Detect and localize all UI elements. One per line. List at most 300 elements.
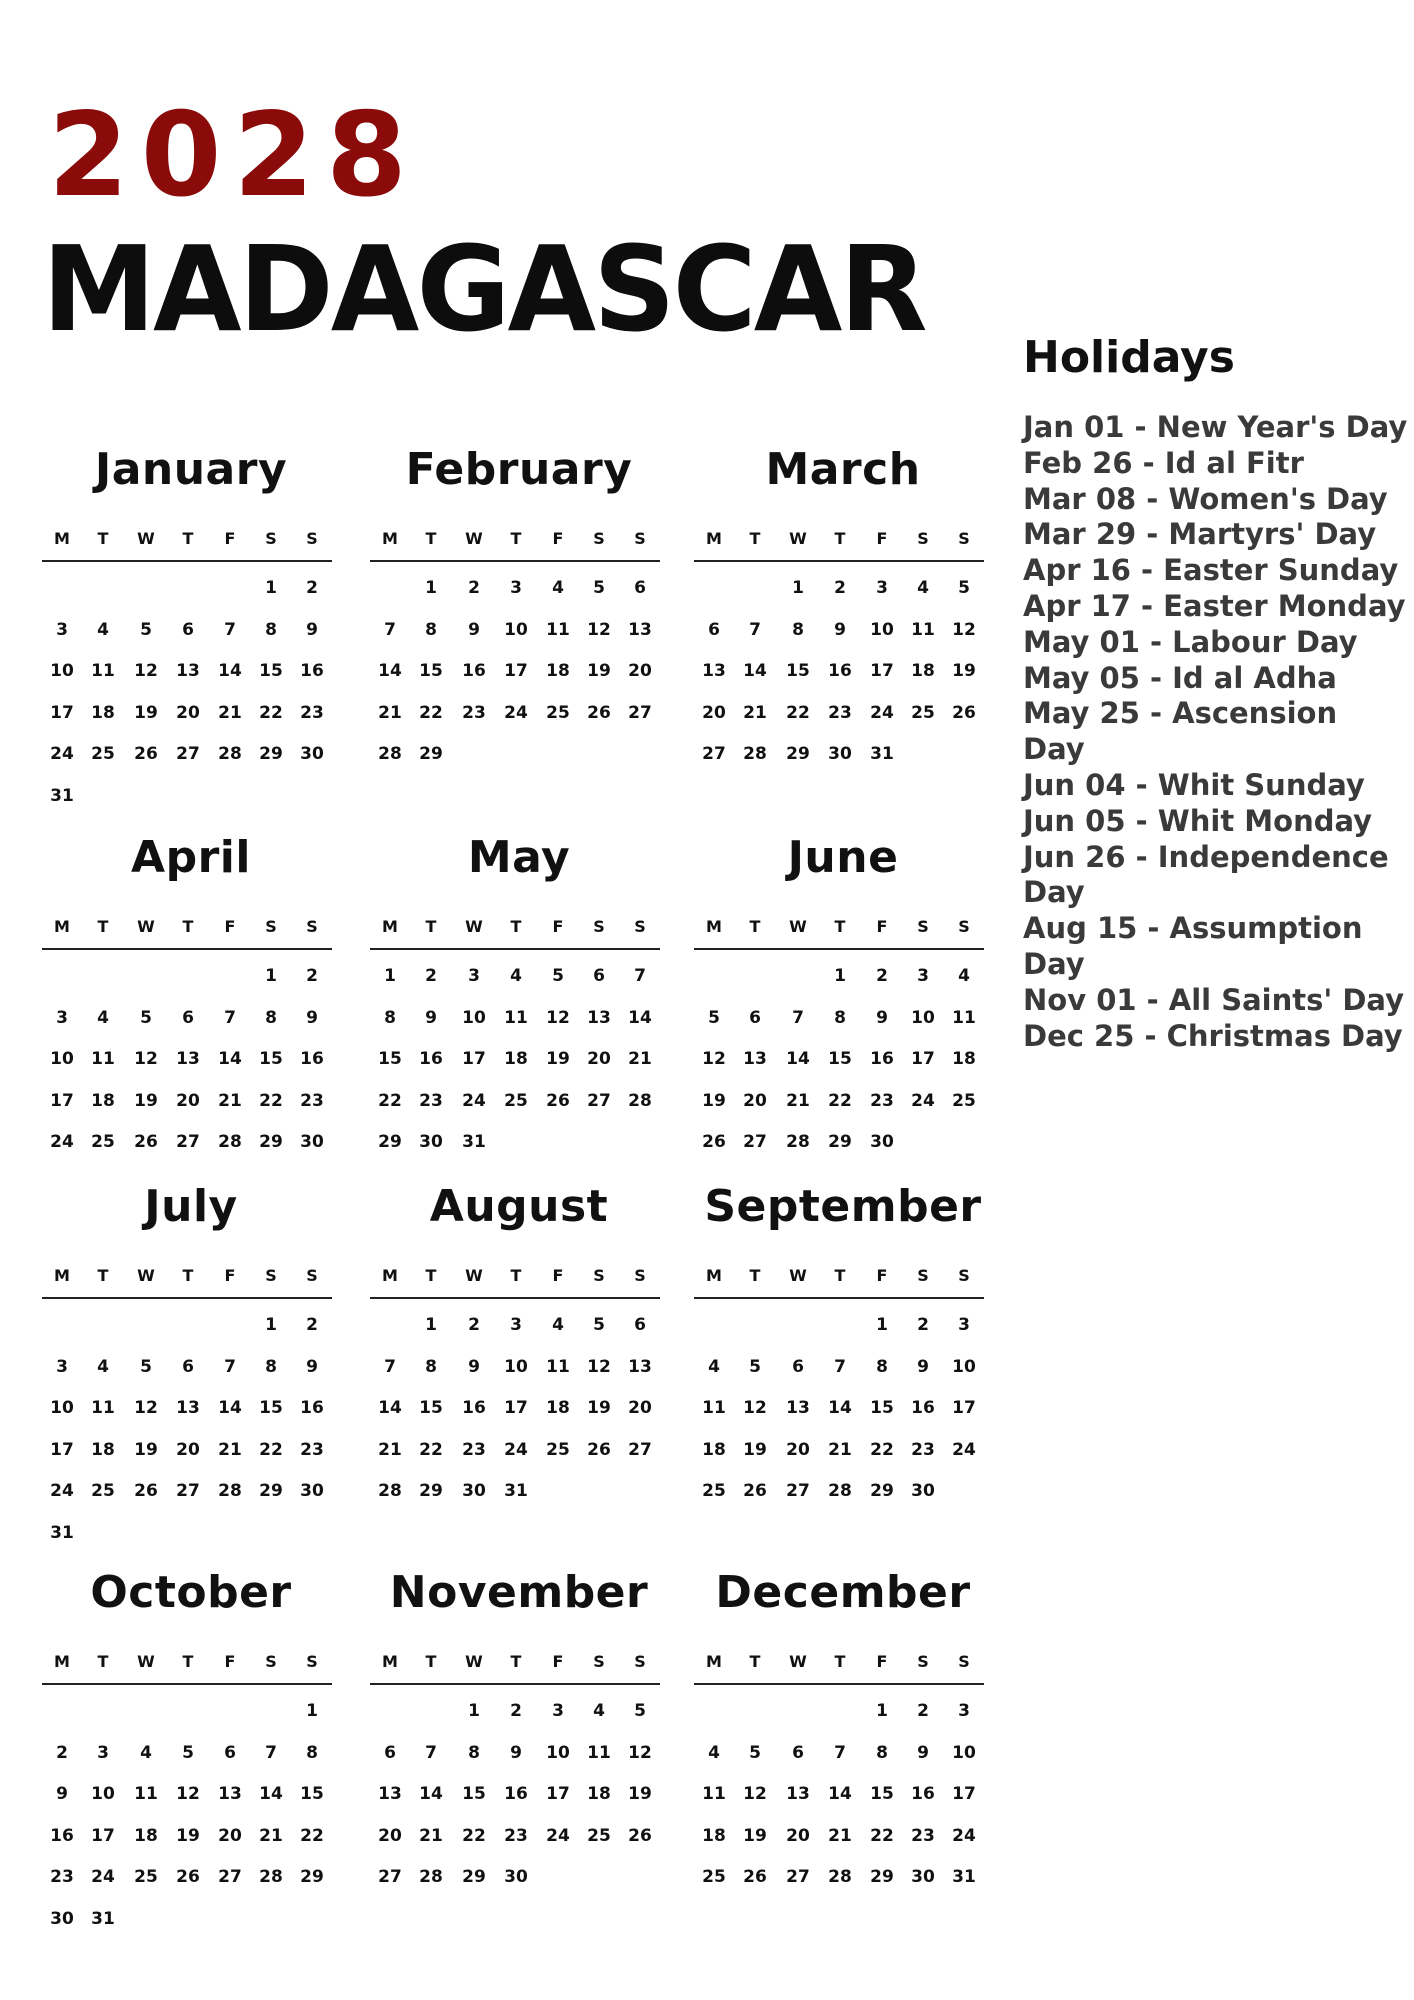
month-name: September	[704, 1181, 982, 1232]
day-cell: 1	[265, 966, 277, 986]
day-cell: 11	[504, 1007, 528, 1028]
day-cell: 4	[140, 1742, 152, 1763]
day-cell: 1	[265, 1315, 277, 1335]
weekday-label: T	[97, 917, 109, 936]
day-cell: 21	[786, 1090, 810, 1111]
day-cell: 30	[828, 744, 852, 764]
weekday-label: S	[958, 1266, 970, 1285]
day-cell: 18	[702, 1439, 726, 1460]
day-cell: 7	[749, 619, 761, 640]
day-cell: 7	[634, 966, 646, 986]
day-cell: 9	[510, 1742, 522, 1763]
day-cell: 22	[259, 1090, 283, 1111]
day-cell: 23	[462, 1439, 486, 1460]
weekday-label: W	[789, 1266, 807, 1285]
weekday-label: T	[834, 917, 846, 936]
weekday-label: T	[510, 1266, 522, 1285]
day-cell: 17	[91, 1825, 115, 1846]
weekday-label: S	[917, 917, 929, 936]
holidays-heading: Holidays	[1023, 332, 1235, 383]
holiday-item: Jan 01 - New Year's Day	[1023, 410, 1408, 444]
day-cell: 11	[587, 1742, 611, 1763]
day-cell: 16	[300, 661, 324, 681]
day-cell: 21	[378, 1439, 402, 1460]
weekday-label: T	[97, 1652, 109, 1671]
day-cell: 26	[134, 1132, 158, 1152]
day-cell: 10	[952, 1356, 976, 1377]
weekday-label: W	[137, 1266, 155, 1285]
day-cell: 29	[259, 744, 283, 764]
day-cell: 17	[50, 702, 74, 723]
day-cell: 18	[546, 661, 570, 681]
weekday-label: T	[425, 1266, 437, 1285]
day-cell: 14	[786, 1049, 810, 1069]
weekday-label: T	[510, 529, 522, 548]
weekday-label: S	[958, 1652, 970, 1671]
day-cell: 5	[708, 1007, 720, 1028]
day-cell: 28	[828, 1481, 852, 1501]
holiday-item: Feb 26 - Id al Fitr	[1023, 445, 1304, 480]
day-cell: 25	[91, 1481, 115, 1501]
weekday-label: S	[306, 1652, 318, 1671]
day-cell: 22	[870, 1825, 894, 1846]
weekday-label: T	[749, 917, 761, 936]
day-cell: 14	[419, 1784, 443, 1804]
day-cell: 27	[176, 1132, 200, 1152]
day-cell: 12	[743, 1398, 767, 1418]
day-cell: 15	[378, 1049, 402, 1069]
day-cell: 18	[952, 1049, 976, 1069]
day-cell: 3	[552, 1701, 564, 1721]
day-cell: 6	[224, 1742, 236, 1763]
holiday-item: Jun 04 - Whit Sunday	[1023, 767, 1365, 802]
day-cell: 16	[462, 1398, 486, 1418]
day-cell: 3	[56, 619, 68, 640]
day-cell: 27	[587, 1090, 611, 1111]
day-cell: 18	[702, 1825, 726, 1846]
day-cell: 24	[50, 1481, 74, 1501]
day-cell: 22	[828, 1090, 852, 1111]
day-cell: 5	[140, 1356, 152, 1377]
day-cell: 6	[792, 1356, 804, 1377]
day-cell: 22	[259, 702, 283, 723]
day-cell: 18	[134, 1825, 158, 1846]
day-cell: 13	[702, 661, 726, 681]
day-cell: 20	[176, 1090, 200, 1111]
day-cell: 4	[958, 966, 970, 986]
day-cell: 10	[50, 1398, 74, 1418]
day-cell: 3	[56, 1007, 68, 1028]
day-cell: 7	[425, 1742, 437, 1763]
day-cell: 8	[384, 1007, 396, 1028]
day-cell: 3	[468, 966, 480, 986]
day-cell: 6	[182, 1007, 194, 1028]
weekday-label: F	[552, 1266, 564, 1285]
day-cell: 27	[378, 1867, 402, 1887]
day-cell: 1	[792, 578, 804, 598]
holiday-item: Apr 17 - Easter Monday	[1023, 588, 1406, 623]
day-cell: 24	[91, 1867, 115, 1887]
day-cell: 3	[917, 966, 929, 986]
weekday-label: S	[634, 529, 646, 548]
day-cell: 3	[958, 1315, 970, 1335]
day-cell: 8	[265, 1356, 277, 1377]
weekday-label: M	[706, 1652, 722, 1671]
day-cell: 10	[50, 661, 74, 681]
weekday-label: S	[917, 1652, 929, 1671]
day-cell: 9	[468, 619, 480, 640]
header-divider	[370, 948, 660, 950]
day-cell: 15	[786, 661, 810, 681]
day-cell: 9	[56, 1784, 68, 1804]
day-cell: 1	[425, 1315, 437, 1335]
month-name: November	[389, 1567, 649, 1618]
weekday-label: W	[465, 529, 483, 548]
day-cell: 21	[419, 1825, 443, 1846]
holiday-item: Apr 16 - Easter Sunday	[1023, 553, 1399, 588]
day-cell: 29	[870, 1867, 894, 1887]
weekday-label: W	[465, 1652, 483, 1671]
day-cell: 15	[870, 1784, 894, 1804]
day-cell: 3	[958, 1701, 970, 1721]
day-cell: 21	[628, 1049, 652, 1069]
day-cell: 2	[306, 1315, 318, 1335]
day-cell: 19	[952, 661, 976, 681]
day-cell: 16	[870, 1049, 894, 1069]
day-cell: 25	[91, 1132, 115, 1152]
day-cell: 23	[300, 1090, 324, 1111]
day-cell: 2	[917, 1315, 929, 1335]
day-cell: 17	[952, 1398, 976, 1418]
day-cell: 10	[952, 1742, 976, 1763]
day-cell: 20	[628, 661, 652, 681]
weekday-label: T	[749, 1652, 761, 1671]
day-cell: 19	[587, 661, 611, 681]
day-cell: 13	[628, 1356, 652, 1377]
day-cell: 19	[628, 1784, 652, 1804]
day-cell: 21	[218, 702, 242, 723]
day-cell: 29	[300, 1867, 324, 1887]
holiday-item: Nov 01 - All Saints' Day	[1023, 982, 1404, 1017]
day-cell: 21	[828, 1439, 852, 1460]
day-cell: 6	[593, 966, 605, 986]
day-cell: 20	[628, 1398, 652, 1418]
day-cell: 27	[628, 1439, 652, 1460]
day-cell: 11	[91, 1398, 115, 1418]
day-cell: 25	[134, 1867, 158, 1887]
day-cell: 1	[876, 1701, 888, 1721]
day-cell: 7	[384, 1356, 396, 1377]
day-cell: 17	[504, 661, 528, 681]
day-cell: 16	[462, 661, 486, 681]
day-cell: 25	[546, 702, 570, 723]
weekday-label: T	[510, 917, 522, 936]
day-cell: 19	[134, 1090, 158, 1111]
day-cell: 15	[828, 1049, 852, 1069]
month-name: February	[405, 444, 633, 495]
weekday-label: S	[958, 917, 970, 936]
day-cell: 23	[50, 1867, 74, 1887]
day-cell: 26	[134, 744, 158, 764]
header-divider	[694, 1297, 984, 1299]
header-divider	[42, 560, 332, 562]
day-cell: 9	[468, 1356, 480, 1377]
day-cell: 26	[134, 1481, 158, 1501]
day-cell: 31	[50, 785, 74, 806]
day-cell: 20	[587, 1049, 611, 1069]
month-name: October	[90, 1567, 292, 1618]
month-name: May	[467, 832, 571, 883]
weekday-label: S	[306, 1266, 318, 1285]
day-cell: 4	[97, 1007, 109, 1028]
header-divider	[370, 1297, 660, 1299]
day-cell: 18	[546, 1398, 570, 1418]
day-cell: 13	[176, 661, 200, 681]
day-cell: 22	[300, 1825, 324, 1846]
day-cell: 16	[419, 1049, 443, 1069]
day-cell: 4	[708, 1356, 720, 1377]
day-cell: 25	[546, 1439, 570, 1460]
day-cell: 29	[259, 1481, 283, 1501]
day-cell: 13	[786, 1398, 810, 1418]
day-cell: 1	[265, 578, 277, 598]
weekday-label: T	[510, 1652, 522, 1671]
weekday-label: F	[876, 529, 888, 548]
weekday-label: W	[465, 1266, 483, 1285]
day-cell: 2	[468, 1315, 480, 1335]
weekday-label: W	[137, 917, 155, 936]
day-cell: 25	[702, 1867, 726, 1887]
day-cell: 29	[462, 1867, 486, 1887]
day-cell: 16	[828, 661, 852, 681]
day-cell: 21	[743, 702, 767, 723]
day-cell: 2	[834, 578, 846, 598]
day-cell: 28	[378, 1481, 402, 1501]
weekday-label: S	[265, 1266, 277, 1285]
weekday-label: T	[425, 917, 437, 936]
day-cell: 16	[300, 1049, 324, 1069]
day-cell: 10	[91, 1784, 115, 1804]
day-cell: 7	[265, 1742, 277, 1763]
day-cell: 23	[911, 1439, 935, 1460]
header-divider	[42, 948, 332, 950]
day-cell: 10	[462, 1007, 486, 1028]
day-cell: 21	[828, 1825, 852, 1846]
day-cell: 26	[546, 1090, 570, 1111]
day-cell: 29	[419, 1481, 443, 1501]
day-cell: 20	[786, 1825, 810, 1846]
day-cell: 3	[510, 578, 522, 598]
day-cell: 28	[378, 744, 402, 764]
day-cell: 4	[552, 578, 564, 598]
day-cell: 5	[958, 578, 970, 598]
day-cell: 3	[510, 1315, 522, 1335]
header-divider	[42, 1683, 332, 1685]
weekday-label: F	[224, 1652, 236, 1671]
header-divider	[370, 1683, 660, 1685]
day-cell: 26	[587, 702, 611, 723]
day-cell: 12	[587, 1356, 611, 1377]
day-cell: 26	[743, 1481, 767, 1501]
day-cell: 13	[628, 619, 652, 640]
month-name: March	[765, 444, 921, 495]
day-cell: 4	[708, 1742, 720, 1763]
weekday-label: F	[224, 529, 236, 548]
weekday-label: S	[634, 917, 646, 936]
day-cell: 7	[792, 1007, 804, 1028]
day-cell: 26	[702, 1132, 726, 1152]
weekday-label: S	[593, 1266, 605, 1285]
day-cell: 11	[134, 1784, 158, 1804]
day-cell: 24	[870, 702, 894, 723]
day-cell: 9	[834, 619, 846, 640]
day-cell: 20	[218, 1825, 242, 1846]
day-cell: 17	[911, 1049, 935, 1069]
day-cell: 14	[378, 661, 402, 681]
day-cell: 16	[911, 1398, 935, 1418]
weekday-label: T	[182, 1652, 194, 1671]
day-cell: 29	[870, 1481, 894, 1501]
day-cell: 1	[876, 1315, 888, 1335]
weekday-label: M	[382, 1652, 398, 1671]
weekday-label: T	[834, 1652, 846, 1671]
day-cell: 20	[176, 702, 200, 723]
day-cell: 17	[504, 1398, 528, 1418]
day-cell: 17	[870, 661, 894, 681]
day-cell: 7	[224, 619, 236, 640]
day-cell: 7	[834, 1742, 846, 1763]
weekday-label: T	[425, 1652, 437, 1671]
day-cell: 28	[743, 744, 767, 764]
day-cell: 15	[259, 661, 283, 681]
day-cell: 23	[504, 1825, 528, 1846]
day-cell: 30	[300, 1132, 324, 1152]
day-cell: 20	[176, 1439, 200, 1460]
day-cell: 19	[134, 1439, 158, 1460]
weekday-label: M	[54, 917, 70, 936]
weekday-label: M	[54, 1652, 70, 1671]
day-cell: 7	[224, 1356, 236, 1377]
day-cell: 14	[378, 1398, 402, 1418]
weekday-label: T	[834, 1266, 846, 1285]
day-cell: 14	[218, 661, 242, 681]
day-cell: 30	[870, 1132, 894, 1152]
day-cell: 24	[50, 1132, 74, 1152]
day-cell: 15	[259, 1049, 283, 1069]
weekday-label: S	[265, 529, 277, 548]
day-cell: 23	[462, 702, 486, 723]
weekday-label: T	[97, 1266, 109, 1285]
day-cell: 20	[378, 1825, 402, 1846]
day-cell: 3	[56, 1356, 68, 1377]
day-cell: 19	[546, 1049, 570, 1069]
weekday-label: W	[465, 917, 483, 936]
day-cell: 29	[828, 1132, 852, 1152]
day-cell: 21	[378, 702, 402, 723]
day-cell: 13	[176, 1398, 200, 1418]
day-cell: 10	[504, 619, 528, 640]
day-cell: 24	[952, 1439, 976, 1460]
day-cell: 11	[952, 1007, 976, 1028]
day-cell: 6	[708, 619, 720, 640]
day-cell: 12	[702, 1049, 726, 1069]
weekday-label: M	[382, 917, 398, 936]
weekday-label: S	[306, 917, 318, 936]
weekday-label: S	[917, 529, 929, 548]
day-cell: 4	[510, 966, 522, 986]
day-cell: 29	[259, 1132, 283, 1152]
weekday-label: M	[706, 917, 722, 936]
day-cell: 22	[786, 702, 810, 723]
day-cell: 14	[628, 1007, 652, 1028]
day-cell: 17	[546, 1784, 570, 1804]
day-cell: 17	[952, 1784, 976, 1804]
day-cell: 8	[876, 1356, 888, 1377]
day-cell: 21	[218, 1439, 242, 1460]
day-cell: 6	[792, 1742, 804, 1763]
day-cell: 28	[419, 1867, 443, 1887]
weekday-label: M	[54, 1266, 70, 1285]
day-cell: 9	[306, 619, 318, 640]
weekday-label: T	[182, 917, 194, 936]
holiday-item: May 05 - Id al Adha	[1023, 660, 1337, 695]
day-cell: 28	[218, 1132, 242, 1152]
day-cell: 8	[468, 1742, 480, 1763]
day-cell: 16	[50, 1825, 74, 1846]
day-cell: 7	[224, 1007, 236, 1028]
day-cell: 18	[911, 661, 935, 681]
weekday-label: T	[182, 529, 194, 548]
day-cell: 24	[952, 1825, 976, 1846]
day-cell: 31	[50, 1522, 74, 1543]
weekday-label: M	[54, 529, 70, 548]
day-cell: 1	[306, 1701, 318, 1721]
day-cell: 4	[917, 578, 929, 598]
day-cell: 18	[91, 1439, 115, 1460]
day-cell: 27	[176, 744, 200, 764]
day-cell: 20	[786, 1439, 810, 1460]
day-cell: 31	[952, 1867, 976, 1887]
day-cell: 2	[425, 966, 437, 986]
weekday-label: T	[749, 529, 761, 548]
day-cell: 13	[743, 1049, 767, 1069]
weekday-label: S	[634, 1652, 646, 1671]
day-cell: 6	[634, 578, 646, 598]
day-cell: 5	[749, 1742, 761, 1763]
day-cell: 5	[140, 1007, 152, 1028]
day-cell: 14	[743, 661, 767, 681]
day-cell: 12	[628, 1742, 652, 1763]
day-cell: 25	[952, 1090, 976, 1111]
day-cell: 15	[419, 661, 443, 681]
weekday-label: F	[552, 529, 564, 548]
day-cell: 25	[91, 744, 115, 764]
day-cell: 31	[91, 1908, 115, 1929]
day-cell: 11	[702, 1398, 726, 1418]
day-cell: 12	[952, 619, 976, 640]
calendar-year: 2028	[48, 88, 419, 223]
weekday-label: S	[917, 1266, 929, 1285]
day-cell: 5	[182, 1742, 194, 1763]
day-cell: 27	[176, 1481, 200, 1501]
day-cell: 2	[917, 1701, 929, 1721]
weekday-label: S	[593, 1652, 605, 1671]
day-cell: 13	[218, 1784, 242, 1804]
day-cell: 14	[828, 1784, 852, 1804]
day-cell: 5	[552, 966, 564, 986]
month-name: December	[715, 1567, 971, 1618]
day-cell: 18	[587, 1784, 611, 1804]
